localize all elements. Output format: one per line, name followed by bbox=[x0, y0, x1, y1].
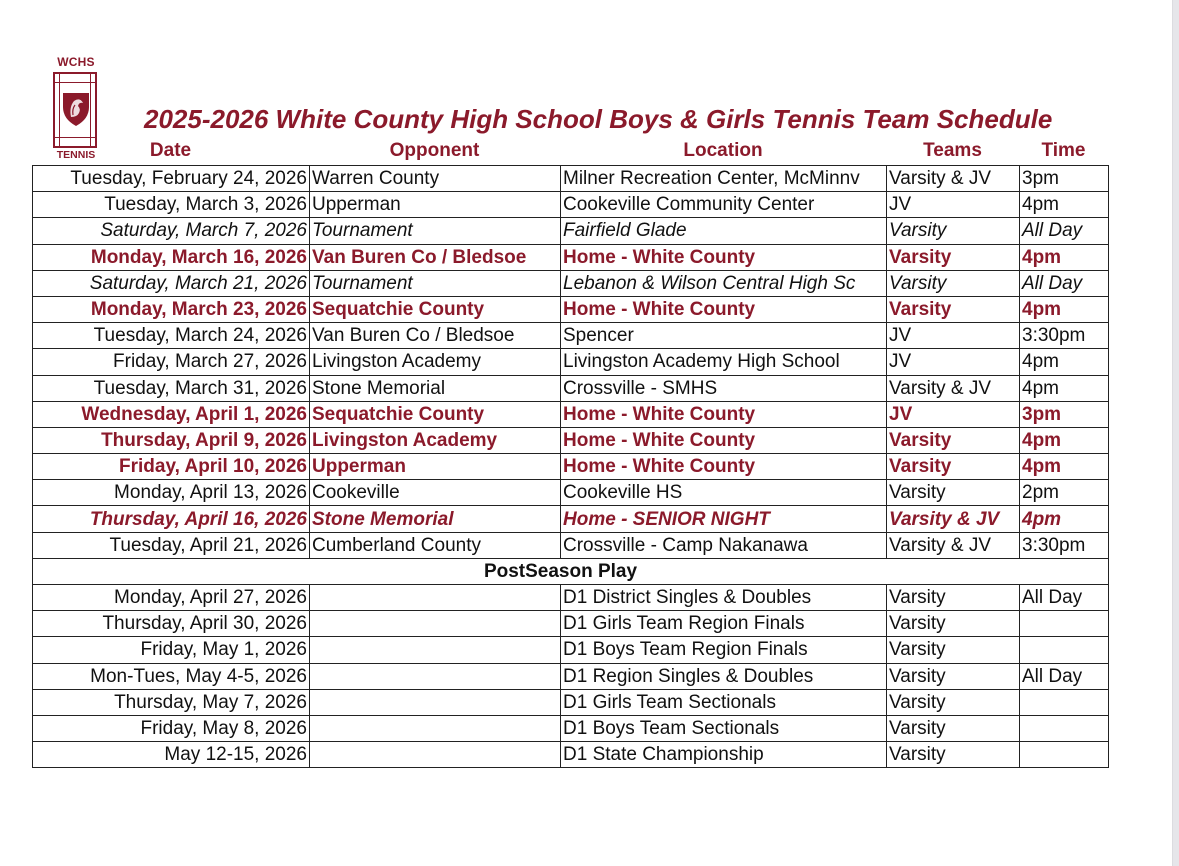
cell-teams: Varsity & JV bbox=[887, 166, 1020, 192]
logo-bottom-text: TENNIS bbox=[56, 149, 96, 161]
cell-date: Tuesday, April 21, 2026 bbox=[33, 532, 310, 558]
cell-opponent bbox=[310, 715, 561, 741]
cell-opponent bbox=[310, 611, 561, 637]
cell-date: Monday, April 27, 2026 bbox=[33, 585, 310, 611]
cell-opponent: Sequatchie County bbox=[310, 401, 561, 427]
schedule-row bbox=[33, 192, 1109, 218]
postseason-row bbox=[33, 715, 1109, 741]
postseason-row bbox=[33, 637, 1109, 663]
cell-time: 4pm bbox=[1020, 427, 1109, 453]
cell-location: Crossville - SMHS bbox=[561, 375, 887, 401]
cell-opponent bbox=[310, 689, 561, 715]
cell-teams: Varsity bbox=[887, 296, 1020, 322]
cell-opponent: Stone Memorial bbox=[310, 506, 561, 532]
cell-location: D1 District Singles & Doubles bbox=[561, 585, 887, 611]
cell-location: D1 State Championship bbox=[561, 742, 887, 768]
cell-date: Thursday, April 30, 2026 bbox=[33, 611, 310, 637]
scrollbar[interactable] bbox=[1172, 0, 1179, 866]
cell-date: Monday, March 23, 2026 bbox=[33, 296, 310, 322]
cell-time: All Day bbox=[1020, 270, 1109, 296]
page-title: 2025-2026 White County High School Boys & Girls Tennis Team Schedule bbox=[144, 104, 1053, 134]
schedule-row bbox=[33, 270, 1109, 296]
cell-time: 3pm bbox=[1020, 401, 1109, 427]
cell-teams: Varsity & JV bbox=[887, 506, 1020, 532]
cell-opponent: Sequatchie County bbox=[310, 296, 561, 322]
schedule-row bbox=[33, 349, 1109, 375]
cell-time: 4pm bbox=[1020, 349, 1109, 375]
cell-teams: Varsity bbox=[887, 270, 1020, 296]
cell-date: Monday, April 13, 2026 bbox=[33, 480, 310, 506]
cell-date: Friday, May 8, 2026 bbox=[33, 715, 310, 741]
cell-time: 3:30pm bbox=[1020, 532, 1109, 558]
cell-opponent: Upperman bbox=[310, 192, 561, 218]
schedule-row bbox=[33, 166, 1109, 192]
cell-time bbox=[1020, 715, 1109, 741]
schedule-row bbox=[33, 480, 1109, 506]
cell-teams: Varsity & JV bbox=[887, 375, 1020, 401]
cell-location: Cookeville Community Center bbox=[561, 192, 887, 218]
cell-teams: JV bbox=[887, 401, 1020, 427]
cell-location: D1 Boys Team Region Finals bbox=[561, 637, 887, 663]
cell-location: D1 Girls Team Region Finals bbox=[561, 611, 887, 637]
cell-location: Home - White County bbox=[561, 296, 887, 322]
header-location: Location bbox=[683, 140, 763, 161]
cell-location: Livingston Academy High School bbox=[561, 349, 887, 375]
cell-time bbox=[1020, 637, 1109, 663]
cell-time: 4pm bbox=[1020, 375, 1109, 401]
header-teams: Teams bbox=[923, 140, 982, 161]
schedule-row bbox=[33, 296, 1109, 322]
cell-teams: JV bbox=[887, 323, 1020, 349]
cell-opponent bbox=[310, 742, 561, 768]
cell-time: 4pm bbox=[1020, 192, 1109, 218]
cell-opponent: Cumberland County bbox=[310, 532, 561, 558]
logo-top-text: WCHS bbox=[57, 55, 95, 69]
cell-time: 4pm bbox=[1020, 506, 1109, 532]
schedule-table bbox=[32, 165, 1109, 768]
schedule-row bbox=[33, 218, 1109, 244]
cell-date: Friday, April 10, 2026 bbox=[33, 454, 310, 480]
cell-time: 2pm bbox=[1020, 480, 1109, 506]
cell-time: 4pm bbox=[1020, 244, 1109, 270]
cell-teams: JV bbox=[887, 349, 1020, 375]
cell-date: Friday, May 1, 2026 bbox=[33, 637, 310, 663]
cell-teams: JV bbox=[887, 192, 1020, 218]
cell-time bbox=[1020, 689, 1109, 715]
cell-location: D1 Boys Team Sectionals bbox=[561, 715, 887, 741]
cell-opponent bbox=[310, 585, 561, 611]
cell-date: Mon-Tues, May 4-5, 2026 bbox=[33, 663, 310, 689]
cell-teams: Varsity bbox=[887, 218, 1020, 244]
cell-location: Cookeville HS bbox=[561, 480, 887, 506]
cell-teams: Varsity bbox=[887, 611, 1020, 637]
cell-location: Home - SENIOR NIGHT bbox=[561, 506, 887, 532]
cell-teams: Varsity bbox=[887, 585, 1020, 611]
cell-teams: Varsity bbox=[887, 663, 1020, 689]
cell-opponent: Van Buren Co / Bledsoe bbox=[310, 323, 561, 349]
cell-date: Tuesday, February 24, 2026 bbox=[33, 166, 310, 192]
schedule-row bbox=[33, 532, 1109, 558]
cell-date: Friday, March 27, 2026 bbox=[33, 349, 310, 375]
schedule-row bbox=[33, 427, 1109, 453]
cell-time: All Day bbox=[1020, 218, 1109, 244]
cell-time: 4pm bbox=[1020, 454, 1109, 480]
cell-date: Thursday, April 16, 2026 bbox=[33, 506, 310, 532]
cell-date: Thursday, April 9, 2026 bbox=[33, 427, 310, 453]
cell-teams: Varsity bbox=[887, 427, 1020, 453]
cell-location: Spencer bbox=[561, 323, 887, 349]
schedule-row bbox=[33, 375, 1109, 401]
schedule-row bbox=[33, 401, 1109, 427]
spartan-shield-icon bbox=[61, 91, 91, 127]
cell-opponent: Livingston Academy bbox=[310, 427, 561, 453]
cell-opponent: Livingston Academy bbox=[310, 349, 561, 375]
cell-time: All Day bbox=[1020, 585, 1109, 611]
cell-time: 3pm bbox=[1020, 166, 1109, 192]
cell-date: May 12-15, 2026 bbox=[33, 742, 310, 768]
column-headers bbox=[32, 140, 1108, 164]
cell-time: 3:30pm bbox=[1020, 323, 1109, 349]
postseason-row bbox=[33, 663, 1109, 689]
schedule-row bbox=[33, 244, 1109, 270]
cell-opponent: Cookeville bbox=[310, 480, 561, 506]
cell-teams: Varsity bbox=[887, 480, 1020, 506]
cell-location: Home - White County bbox=[561, 454, 887, 480]
cell-opponent: Warren County bbox=[310, 166, 561, 192]
postseason-label: PostSeason Play bbox=[483, 560, 638, 582]
cell-location: Crossville - Camp Nakanawa bbox=[561, 532, 887, 558]
header-date: Date bbox=[149, 140, 192, 161]
cell-time: All Day bbox=[1020, 663, 1109, 689]
cell-time bbox=[1020, 611, 1109, 637]
cell-location: Milner Recreation Center, McMinnv bbox=[561, 166, 887, 192]
cell-location: Fairfield Glade bbox=[561, 218, 887, 244]
cell-date: Thursday, May 7, 2026 bbox=[33, 689, 310, 715]
cell-opponent bbox=[310, 663, 561, 689]
cell-location: Home - White County bbox=[561, 401, 887, 427]
header-time: Time bbox=[1041, 140, 1086, 161]
schedule-row bbox=[33, 454, 1109, 480]
cell-opponent: Tournament bbox=[310, 218, 561, 244]
cell-opponent bbox=[310, 637, 561, 663]
cell-date: Wednesday, April 1, 2026 bbox=[33, 401, 310, 427]
cell-location: D1 Girls Team Sectionals bbox=[561, 689, 887, 715]
cell-date: Tuesday, March 24, 2026 bbox=[33, 323, 310, 349]
header-opponent: Opponent bbox=[389, 140, 480, 161]
cell-teams: Varsity bbox=[887, 454, 1020, 480]
postseason-row bbox=[33, 585, 1109, 611]
cell-location: Lebanon & Wilson Central High Sc bbox=[561, 270, 887, 296]
cell-teams: Varsity bbox=[887, 715, 1020, 741]
cell-teams: Varsity bbox=[887, 637, 1020, 663]
cell-date: Tuesday, March 3, 2026 bbox=[33, 192, 310, 218]
cell-opponent: Upperman bbox=[310, 454, 561, 480]
cell-opponent: Van Buren Co / Bledsoe bbox=[310, 244, 561, 270]
cell-teams: Varsity bbox=[887, 244, 1020, 270]
cell-opponent: Tournament bbox=[310, 270, 561, 296]
postseason-row bbox=[33, 689, 1109, 715]
cell-date: Saturday, March 21, 2026 bbox=[33, 270, 310, 296]
cell-date: Saturday, March 7, 2026 bbox=[33, 218, 310, 244]
postseason-row bbox=[33, 611, 1109, 637]
cell-teams: Varsity bbox=[887, 689, 1020, 715]
cell-location: D1 Region Singles & Doubles bbox=[561, 663, 887, 689]
cell-location: Home - White County bbox=[561, 244, 887, 270]
cell-date: Tuesday, March 31, 2026 bbox=[33, 375, 310, 401]
cell-teams: Varsity bbox=[887, 742, 1020, 768]
postseason-row bbox=[33, 742, 1109, 768]
cell-date: Monday, March 16, 2026 bbox=[33, 244, 310, 270]
postseason-header-row bbox=[33, 558, 1109, 584]
cell-location: Home - White County bbox=[561, 427, 887, 453]
cell-opponent: Stone Memorial bbox=[310, 375, 561, 401]
schedule-row bbox=[33, 506, 1109, 532]
cell-time bbox=[1020, 742, 1109, 768]
cell-teams: Varsity & JV bbox=[887, 532, 1020, 558]
cell-time: 4pm bbox=[1020, 296, 1109, 322]
schedule-row bbox=[33, 323, 1109, 349]
